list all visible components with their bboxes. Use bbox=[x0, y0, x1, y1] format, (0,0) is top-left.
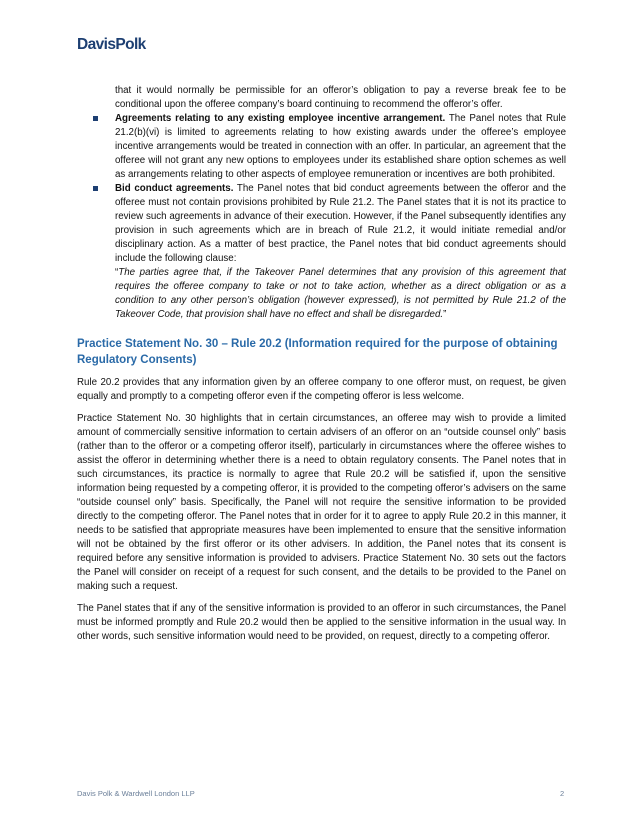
section-heading: Practice Statement No. 30 – Rule 20.2 (Information required for the purpose of obtaining Regulatory Consents) bbox=[77, 338, 558, 366]
document-body bbox=[77, 84, 566, 644]
firm-logo: DavisPolk bbox=[77, 36, 146, 53]
bullet-square-icon bbox=[93, 186, 98, 191]
bullet-item-bid-conduct bbox=[77, 182, 566, 266]
bullet-title: Agreements relating to any existing employee incentive arrangement. bbox=[115, 113, 446, 124]
paragraph: Rule 20.2 provides that any information given by an offeree company to one offeror must, on request, be given equally and promptly to a competing offeror even if the competing offeror is less welcome. bbox=[77, 377, 566, 402]
page-number: 2 bbox=[560, 789, 565, 798]
bullet-text: The Panel notes that Rule 21.2(b)(vi) is limited to agreements relating to how existing awards under the offeree’s employee incentive arrangements would be treated in connection with an offer. In particular, an agreement that the offeree will not grant any new options to employees under its established share option schemes as well as arrangements relating to other aspects of employee remuneration or incentives are both prohibited. bbox=[115, 113, 566, 180]
clause-text: The parties agree that, if the Takeover Panel determines that any provision of this agreement that requires the offeree company to take or not to take action, whether as a direct obligation or as a condition to any other person’s obligation (however expressed), is not permitted by Rule 21.2 of the Takeover Code, that provision shall have no effect and shall be disregarded. bbox=[115, 267, 566, 320]
paragraph: Practice Statement No. 30 highlights that in certain circumstances, an offeree may wish to provide a limited amount of commercially sensitive information to certain advisers of an offeror on an “outside counsel only” basis (rather than to the offeror or a competing offeror itself), particularly in circumstances where the offeree wishes to assist the offeror in determining whether there is a need to obtain regulatory consents. The Panel notes that in such circumstances, its practice is normally to agree that Rule 20.2 will be satisfied if, upon the sensitive information being requested by a competing offeror, it is provided to the competing offeror’s advisers on the same “outside counsel only” basis. Specifically, the Panel will not require the sensitive information to be provided directly to the competing offeror. The Panel notes that in order for it to agree to apply Rule 20.2 in this manner, it needs to be satisfied that appropriate measures have been implemented to ensure that the sensitive information will not be obtained by the first offeror or its other advisers. In addition, the Panel notes that its consent is required before any sensitive information is provided to advisers. Practice Statement No. 30 sets out the factors the Panel will consider on receipt of a request for such consent, and the details to be provided to the Panel on making such a request. bbox=[77, 413, 566, 592]
close-quote: ” bbox=[443, 309, 447, 320]
paragraph: The Panel states that if any of the sensitive information is provided to an offeror in such circumstances, the Panel must be informed promptly and Rule 20.2 would then be applied to the sensitive information in the usual way. In other words, such sensitive information would need to be provided, on request, directly to a competing offeror. bbox=[77, 603, 566, 642]
open-quote: “ bbox=[115, 267, 119, 278]
footer-firm-name: Davis Polk & Wardwell London LLP bbox=[77, 789, 195, 798]
bullet-title: Bid conduct agreements. bbox=[115, 183, 234, 194]
bullet-square-icon bbox=[93, 116, 98, 121]
quoted-clause bbox=[77, 266, 566, 322]
continued-paragraph: that it would normally be permissible for an offeror’s obligation to pay a reverse break fee to be conditional upon the offeree company’s board continuing to recommend the offeror’s offer. bbox=[115, 85, 566, 110]
bullet-text: The Panel notes that bid conduct agreements between the offeror and the offeree must not contain provisions prohibited by Rule 21.2. The Panel states that it is not its practice to review such agreements in advance of their execution. However, if the Panel subsequently identifies any provision in such agreements which are in breach of Rule 21.2, it would initiate remedial and/or disciplinary action. As a matter of best practice, the Panel notes that bid conduct agreements should include the following clause: bbox=[115, 183, 566, 264]
bullet-item-incentive bbox=[77, 112, 566, 182]
